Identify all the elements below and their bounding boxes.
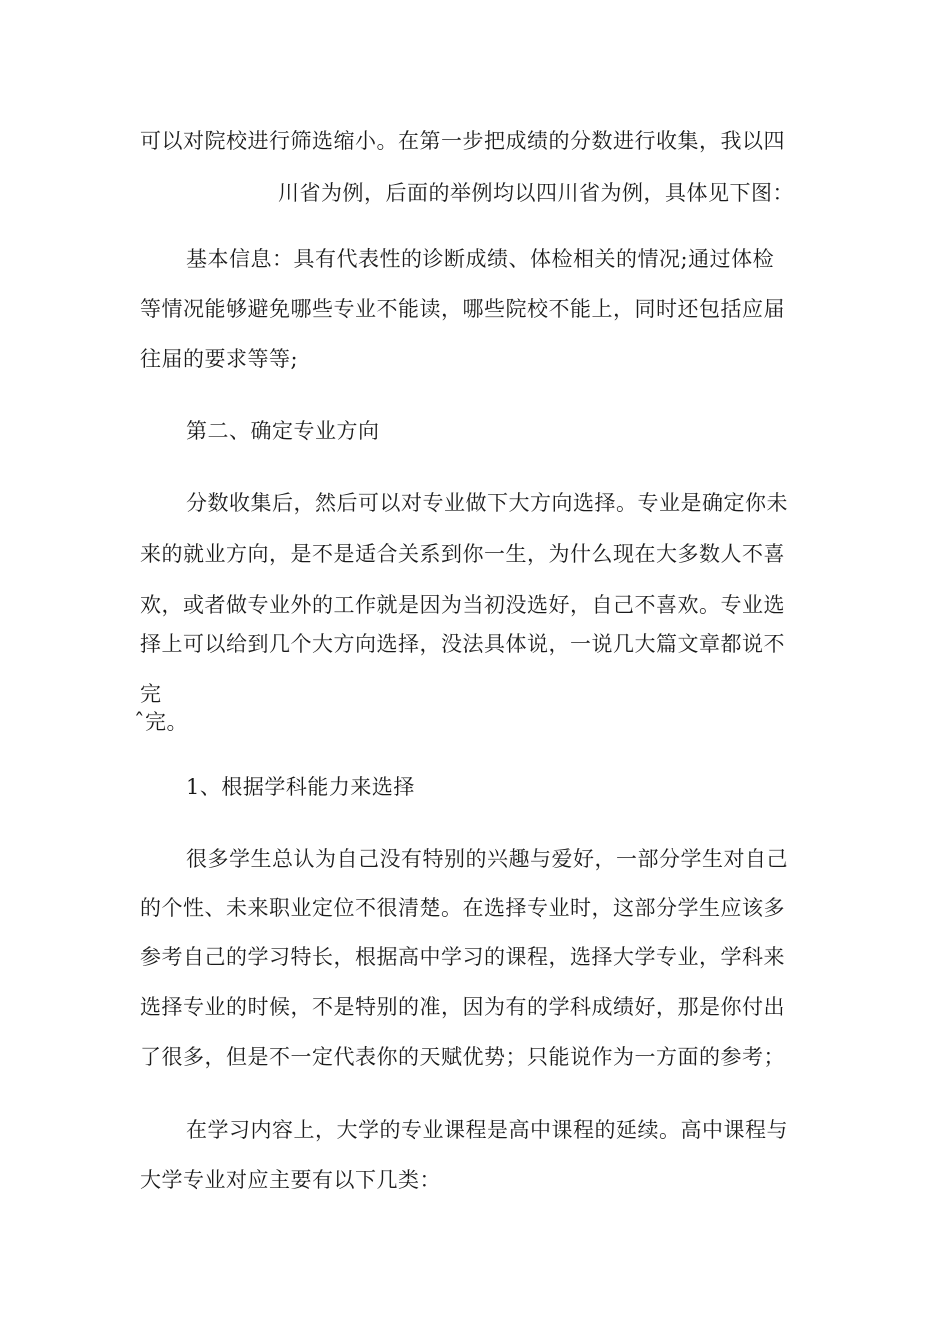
paragraph-line: ˆ完。 [134, 710, 188, 734]
paragraph-line: 大学专业对应主要有以下几类： [140, 1168, 441, 1192]
paragraph-line: 基本信息：具有代表性的诊断成绩、体检相关的情况;通过体检 [186, 247, 775, 271]
paragraph-line: 了很多，但是不一定代表你的天赋优势；只能说作为一方面的参考； [140, 1045, 785, 1069]
paragraph-line: 分数收集后，然后可以对专业做下大方向选择。专业是确定你未 [186, 491, 788, 515]
section-heading: 第二、确定专业方向 [186, 419, 380, 443]
text-line: 川省为例，后面的举例均以四川省为例，具体见下图： [278, 181, 794, 205]
paragraph-line: 等情况能够避免哪些专业不能读，哪些院校不能上，同时还包括应届 [140, 297, 785, 321]
paragraph-line: 选择专业的时候，不是特别的准，因为有的学科成绩好，那是你付出 [140, 995, 785, 1019]
paragraph-line: 欢，或者做专业外的工作就是因为当初没选好，自己不喜欢。专业选 [140, 593, 785, 617]
text-line: 可以对院校进行筛选缩小。在第一步把成绩的分数进行收集，我以四 [140, 129, 785, 153]
paragraph-line: 很多学生总认为自己没有特别的兴趣与爱好，一部分学生对自己 [186, 847, 788, 871]
paragraph-line: 的个性、未来职业定位不很清楚。在选择专业时，这部分学生应该多 [140, 896, 785, 920]
paragraph-line: 来的就业方向，是不是适合关系到你一生，为什么现在大多数人不喜 [140, 542, 785, 566]
paragraph-line: 往届的要求等等; [140, 347, 299, 371]
subsection-heading: 1、根据学科能力来选择 [186, 775, 415, 799]
paragraph-line: 择上可以给到几个大方向选择，没法具体说，一说几大篇文章都说不 [140, 632, 785, 656]
paragraph-line: 在学习内容上，大学的专业课程是高中课程的延续。高中课程与 [186, 1118, 788, 1142]
paragraph-line: 参考自己的学习特长，根据高中学习的课程，选择大学专业，学科来 [140, 945, 785, 969]
truncated-line: 完 [140, 682, 162, 706]
